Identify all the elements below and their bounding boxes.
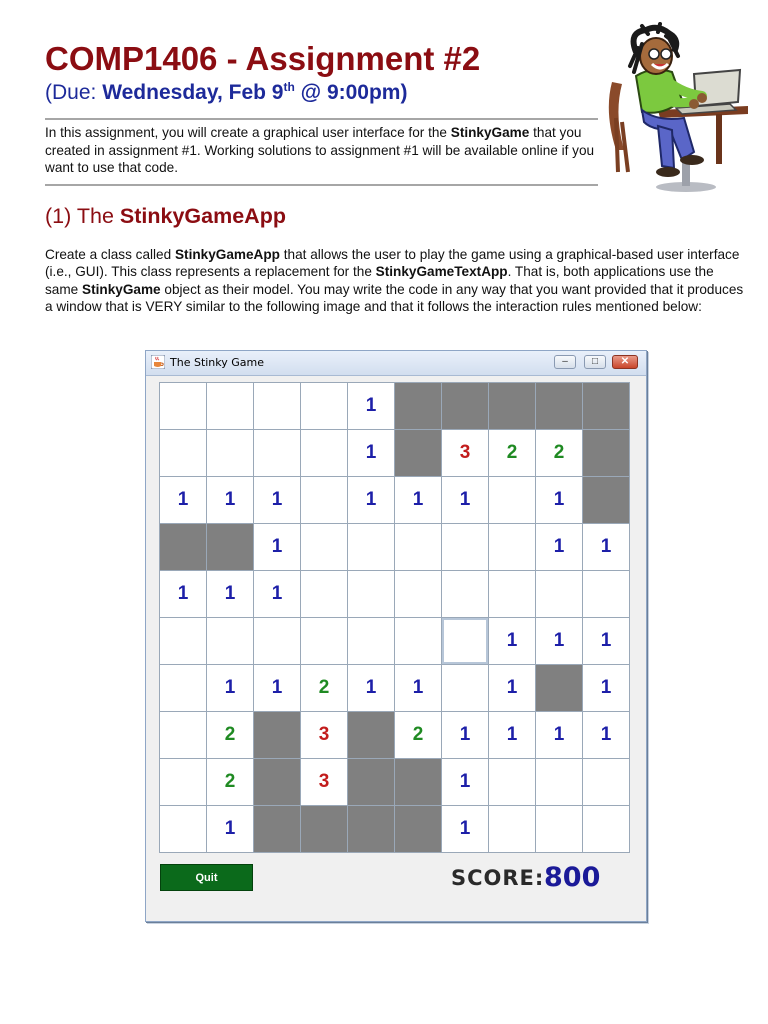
board-cell-hidden[interactable] bbox=[348, 806, 395, 853]
board-cell[interactable] bbox=[442, 665, 489, 712]
section-paragraph bbox=[45, 246, 745, 316]
section-class-name: StinkyGameApp bbox=[119, 204, 286, 228]
due-date-suffix: th bbox=[283, 80, 295, 94]
due-prefix: (Due: bbox=[45, 81, 103, 104]
window-title: The Stinky Game bbox=[170, 356, 265, 369]
header-divider bbox=[45, 118, 598, 120]
board-cell[interactable] bbox=[348, 524, 395, 571]
board-cell[interactable] bbox=[301, 383, 348, 430]
para-text-3: . That is, both applications use the same bbox=[45, 264, 714, 297]
para-bold-stinkygame: StinkyGame bbox=[82, 281, 161, 297]
board-cell[interactable] bbox=[160, 806, 207, 853]
board-cell[interactable]: 1 bbox=[583, 665, 630, 712]
board-cell[interactable] bbox=[207, 618, 254, 665]
board-cell[interactable] bbox=[301, 524, 348, 571]
board-cell[interactable] bbox=[489, 806, 536, 853]
board-cell[interactable] bbox=[207, 383, 254, 430]
board-cell[interactable]: 2 bbox=[301, 665, 348, 712]
close-icon: ✕ bbox=[620, 356, 630, 367]
board-cell[interactable]: 1 bbox=[536, 477, 583, 524]
board-cell[interactable]: 1 bbox=[348, 430, 395, 477]
board-cell[interactable]: 2 bbox=[489, 430, 536, 477]
board-cell[interactable] bbox=[442, 571, 489, 618]
stinky-game-window bbox=[145, 350, 647, 922]
close-button[interactable] bbox=[612, 355, 638, 369]
board-cell-hidden[interactable] bbox=[395, 430, 442, 477]
board-cell[interactable]: 1 bbox=[583, 524, 630, 571]
board-cell[interactable]: 1 bbox=[442, 806, 489, 853]
board-cell[interactable]: 1 bbox=[489, 665, 536, 712]
board-cell[interactable]: 2 bbox=[536, 430, 583, 477]
board-cell[interactable] bbox=[254, 430, 301, 477]
board-cell[interactable] bbox=[583, 759, 630, 806]
maximize-icon: □ bbox=[591, 356, 599, 367]
board-cell[interactable]: 2 bbox=[207, 712, 254, 759]
board-cell[interactable]: 1 bbox=[395, 665, 442, 712]
board-cell[interactable] bbox=[160, 712, 207, 759]
minimize-icon: – bbox=[562, 356, 568, 367]
intro-text-2: that you created in assignment #1. Working solutions to assignment #1 will be available online if you want to use that code. bbox=[45, 125, 595, 175]
board-cell[interactable]: 1 bbox=[254, 571, 301, 618]
board-cell[interactable]: 1 bbox=[348, 665, 395, 712]
board-cell-hidden[interactable] bbox=[160, 524, 207, 571]
board-cell[interactable] bbox=[301, 430, 348, 477]
board-cell[interactable] bbox=[348, 618, 395, 665]
board-cell[interactable]: 2 bbox=[207, 759, 254, 806]
window-titlebar[interactable] bbox=[146, 351, 646, 376]
due-date: Wednesday, Feb 9 bbox=[102, 81, 284, 104]
para-bold-stinkygametextapp: StinkyGameTextApp bbox=[375, 264, 508, 280]
score-value: 800 bbox=[544, 862, 601, 893]
board-cell[interactable] bbox=[395, 524, 442, 571]
board-cell-hidden[interactable] bbox=[536, 383, 583, 430]
board-cell[interactable]: 1 bbox=[254, 665, 301, 712]
board-cell[interactable] bbox=[160, 618, 207, 665]
board-cell[interactable]: 1 bbox=[583, 712, 630, 759]
board-cell[interactable]: 1 bbox=[395, 477, 442, 524]
board-cell[interactable]: 2 bbox=[395, 712, 442, 759]
board-cell-hidden[interactable] bbox=[348, 712, 395, 759]
board-cell-hidden[interactable] bbox=[536, 665, 583, 712]
board-cell[interactable]: 1 bbox=[348, 383, 395, 430]
board-cell[interactable] bbox=[254, 618, 301, 665]
board-cell-hidden[interactable] bbox=[583, 477, 630, 524]
intro-text-1: In this assignment, you will create a graphical user interface for the bbox=[45, 125, 451, 140]
board-cell-selected[interactable] bbox=[442, 618, 489, 665]
intro-divider bbox=[45, 184, 598, 186]
board-cell[interactable] bbox=[160, 665, 207, 712]
board-cell-hidden[interactable] bbox=[254, 806, 301, 853]
score-label: SCORE: bbox=[451, 866, 545, 890]
para-text-2: that allows the user to play the game using a graphical-based user interface (i.e., GUI). This class represents a replacement for the bbox=[45, 247, 740, 280]
board-cell[interactable] bbox=[489, 571, 536, 618]
para-text-1: Create a class called bbox=[45, 247, 175, 262]
intro-paragraph bbox=[45, 124, 598, 177]
assignment-title: COMP1406 - Assignment #2 bbox=[45, 40, 481, 77]
board-cell[interactable]: 1 bbox=[254, 524, 301, 571]
board-cell[interactable] bbox=[536, 571, 583, 618]
board-cell[interactable]: 1 bbox=[442, 712, 489, 759]
minimize-button[interactable] bbox=[554, 355, 576, 369]
board-cell-hidden[interactable] bbox=[583, 430, 630, 477]
quit-button[interactable]: Quit bbox=[160, 864, 253, 891]
student-at-laptop-illustration bbox=[598, 22, 748, 194]
board-cell[interactable]: 1 bbox=[489, 618, 536, 665]
board-cell[interactable]: 1 bbox=[536, 712, 583, 759]
board-cell-hidden[interactable] bbox=[207, 524, 254, 571]
board-cell-hidden[interactable] bbox=[395, 806, 442, 853]
para-bold-stinkygameapp: StinkyGameApp bbox=[174, 247, 280, 262]
java-cup-icon bbox=[151, 355, 165, 369]
board-cell[interactable] bbox=[536, 759, 583, 806]
board-cell[interactable] bbox=[395, 618, 442, 665]
board-cell[interactable] bbox=[254, 383, 301, 430]
board-cell-hidden[interactable] bbox=[489, 383, 536, 430]
board-cell[interactable] bbox=[301, 477, 348, 524]
board-cell-hidden[interactable] bbox=[254, 759, 301, 806]
board-cell-hidden[interactable] bbox=[254, 712, 301, 759]
section-prefix: (1) The bbox=[45, 204, 120, 228]
board-cell[interactable] bbox=[536, 806, 583, 853]
due-time: @ 9:00pm) bbox=[294, 81, 408, 104]
board-cell[interactable]: 1 bbox=[160, 477, 207, 524]
maximize-button[interactable] bbox=[584, 355, 606, 369]
para-text-4: object as their model. You may write the code in any way that you want provided that it produces a window that is VERY similar to the following image and that it follows the interaction rules mentioned below: bbox=[45, 281, 744, 315]
board-cell[interactable]: 1 bbox=[536, 618, 583, 665]
board-cell[interactable] bbox=[348, 571, 395, 618]
board-cell[interactable]: 1 bbox=[207, 571, 254, 618]
board-cell[interactable]: 1 bbox=[536, 524, 583, 571]
board-cell[interactable] bbox=[583, 806, 630, 853]
board-cell[interactable]: 3 bbox=[301, 759, 348, 806]
board-cell[interactable] bbox=[583, 571, 630, 618]
board-cell-hidden[interactable] bbox=[301, 806, 348, 853]
board-cell[interactable] bbox=[395, 571, 442, 618]
board-cell[interactable]: 1 bbox=[254, 477, 301, 524]
board-cell[interactable]: 1 bbox=[583, 618, 630, 665]
board-cell-hidden[interactable] bbox=[395, 759, 442, 806]
board-cell[interactable]: 3 bbox=[442, 430, 489, 477]
board-cell-hidden[interactable] bbox=[395, 383, 442, 430]
due-date-line bbox=[45, 80, 407, 105]
board-cell[interactable] bbox=[489, 524, 536, 571]
board-cell[interactable]: 1 bbox=[160, 571, 207, 618]
board-cell[interactable]: 1 bbox=[442, 477, 489, 524]
board-cell-hidden[interactable] bbox=[583, 383, 630, 430]
board-cell[interactable]: 3 bbox=[301, 712, 348, 759]
game-board bbox=[159, 382, 630, 853]
board-cell-hidden[interactable] bbox=[348, 759, 395, 806]
board-cell[interactable] bbox=[301, 618, 348, 665]
board-cell[interactable] bbox=[489, 759, 536, 806]
board-cell[interactable]: 1 bbox=[207, 477, 254, 524]
board-cell[interactable] bbox=[160, 383, 207, 430]
board-cell[interactable]: 1 bbox=[489, 712, 536, 759]
board-cell[interactable] bbox=[442, 524, 489, 571]
board-cell[interactable] bbox=[207, 430, 254, 477]
board-cell[interactable] bbox=[301, 571, 348, 618]
board-cell[interactable] bbox=[160, 430, 207, 477]
board-cell[interactable]: 1 bbox=[207, 665, 254, 712]
board-cell-hidden[interactable] bbox=[442, 383, 489, 430]
board-cell[interactable] bbox=[160, 759, 207, 806]
board-cell[interactable]: 1 bbox=[442, 759, 489, 806]
board-cell[interactable]: 1 bbox=[207, 806, 254, 853]
board-cell[interactable]: 1 bbox=[348, 477, 395, 524]
board-cell[interactable] bbox=[489, 477, 536, 524]
intro-bold-stinkygame: StinkyGame bbox=[450, 125, 530, 140]
section-heading bbox=[45, 204, 286, 229]
